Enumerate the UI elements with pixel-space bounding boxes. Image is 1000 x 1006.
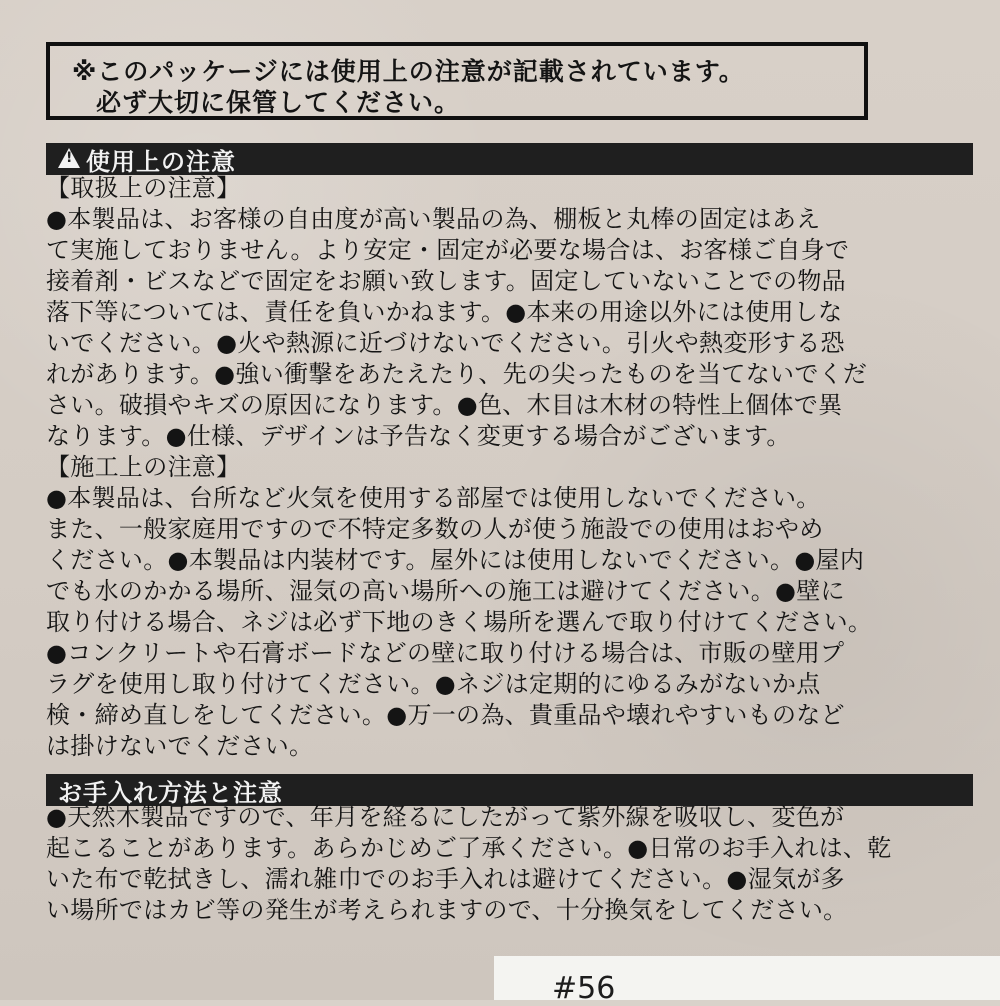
construction-line-2: また、一般家庭用ですので不特定多数の人が使う施設での使用はおやめ	[46, 515, 824, 543]
handling-line-3: 接着剤・ビスなどで固定をお願い致します。固定していないことでの物品	[46, 267, 846, 295]
construction-line-3: ください。●本製品は内装材です。屋外には使用しないでください。●屋内	[46, 546, 865, 574]
construction-line-4: でも水のかかる場所、湿気の高い場所への施工は避けてください。●壁に	[46, 577, 845, 605]
care-line-2: 起こることがあります。あらかじめご了承ください。●日常のお手入れは、乾	[46, 834, 892, 862]
care-title: お手入れ方法と注意	[58, 778, 283, 807]
construction-line-6: ●コンクリートや石膏ボードなどの壁に取り付ける場合は、市販の壁用プ	[46, 639, 845, 667]
storage-notice-line-2: 必ず大切に保管してください。	[96, 88, 461, 117]
usage-cautions-content	[46, 173, 973, 762]
construction-heading: 【施工上の注意】	[46, 453, 241, 481]
construction-line-9: は掛けないでください。	[46, 732, 314, 760]
handling-line-6: れがあります。●強い衝撃をあたえたり、先の尖ったものを当てないでくだ	[46, 360, 868, 388]
construction-line-7: ラグを使用し取り付けてください。●ネジは定期的にゆるみがないか点	[46, 670, 821, 698]
handling-line-4: 落下等については、責任を負いかねます。●本来の用途以外には使用しな	[46, 298, 843, 326]
usage-cautions-title: 使用上の注意	[86, 147, 236, 176]
product-code-label	[494, 956, 1000, 1006]
care-content	[46, 802, 973, 926]
care-line-3: いた布で乾拭きし、濡れ雑巾でのお手入れは避けてください。●湿気が多	[46, 865, 845, 893]
construction-line-8: 検・締め直しをしてください。●万一の為、貴重品や壊れやすいものなど	[46, 701, 845, 729]
handling-line-8: なります。●仕様、デザインは予告なく変更する場合がございます。	[46, 422, 791, 450]
storage-notice-line-1: ※このパッケージには使用上の注意が記載されています。	[72, 57, 745, 86]
handling-line-1: ●本製品は、お客様の自由度が高い製品の為、棚板と丸棒の固定はあえ	[46, 205, 821, 233]
care-line-1: ●天然木製品ですので、年月を経るにしたがって紫外線を吸収し、変色が	[46, 803, 845, 831]
usage-cautions-header	[46, 143, 973, 175]
storage-notice-box	[46, 42, 868, 120]
handling-heading: 【取扱上の注意】	[46, 174, 241, 202]
construction-line-5: 取り付ける場合、ネジは必ず下地のきく場所を選んで取り付けてください。	[46, 608, 873, 636]
warning-icon	[58, 148, 80, 168]
handling-line-2: て実施しておりません。より安定・固定が必要な場合は、お客様ご自身で	[46, 236, 850, 264]
handling-line-5: いでください。●火や熱源に近づけないでください。引火や熱変形する恐	[46, 329, 845, 357]
handling-line-7: さい。破損やキズの原因になります。●色、木目は木材の特性上個体で異	[46, 391, 843, 419]
product-code: #56	[552, 971, 616, 1006]
construction-line-1: ●本製品は、台所など火気を使用する部屋では使用しないでください。	[46, 484, 821, 512]
care-line-4: い場所ではカビ等の発生が考えられますので、十分換気をしてください。	[46, 896, 848, 924]
